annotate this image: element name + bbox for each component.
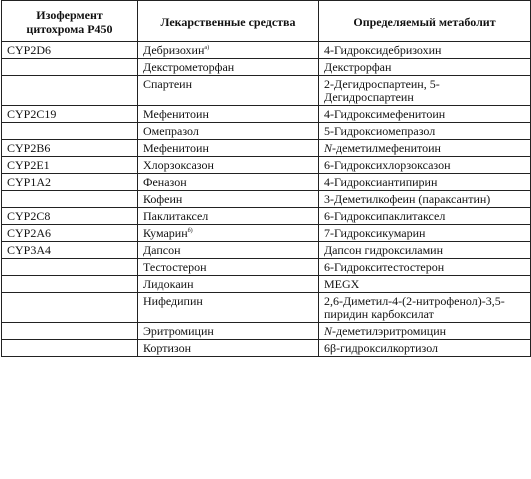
table-row — [2, 42, 531, 59]
table-row — [2, 140, 531, 157]
footnote-marker: б) — [187, 228, 193, 234]
metabolite-cell: Дапсон гидроксиламин — [319, 242, 531, 259]
header-row — [2, 1, 531, 42]
metabolite-cell: 4-Гидроксидебризохин — [319, 42, 531, 59]
metabolite-cell: 2-Дегидроспартеин, 5-Дегидроспартеин — [319, 76, 531, 106]
metabolite-cell: 3-Деметилкофеин (параксантин) — [319, 191, 531, 208]
isoenzyme-cell-empty — [2, 123, 138, 140]
metabolite-cell: 6-Гидрокситестостерон — [319, 259, 531, 276]
drug-cell: Нифедипин — [138, 293, 319, 323]
isoenzyme-cell: CYP3A4 — [2, 242, 138, 259]
metabolite-cell: MEGX — [319, 276, 531, 293]
drug-cell: Омепразол — [138, 123, 319, 140]
isoenzyme-cell-empty — [2, 276, 138, 293]
drug-cell — [138, 225, 319, 242]
drug-cell: Эритромицин — [138, 323, 319, 340]
metabolite-text: -деметилэритромицин — [332, 324, 447, 338]
metabolite-cell: 6β-гидроксилкортизол — [319, 340, 531, 357]
isoenzyme-cell-empty — [2, 191, 138, 208]
drug-cell: Декстрометорфан — [138, 59, 319, 76]
drug-cell: Мефенитоин — [138, 106, 319, 123]
drug-cell: Спартеин — [138, 76, 319, 106]
isoenzyme-cell: CYP2A6 — [2, 225, 138, 242]
cyp450-table — [1, 0, 531, 357]
table-row — [2, 340, 531, 357]
table-row — [2, 242, 531, 259]
drug-cell: Мефенитоин — [138, 140, 319, 157]
table-row — [2, 174, 531, 191]
metabolite-cell: 6-Гидроксипаклитаксел — [319, 208, 531, 225]
drug-cell: Паклитаксел — [138, 208, 319, 225]
drug-cell: Дапсон — [138, 242, 319, 259]
table-row — [2, 191, 531, 208]
drug-cell: Кофеин — [138, 191, 319, 208]
isoenzyme-cell-empty — [2, 340, 138, 357]
metabolite-cell: 5-Гидроксиомепразол — [319, 123, 531, 140]
drug-cell — [138, 42, 319, 59]
table-row — [2, 276, 531, 293]
table-row — [2, 259, 531, 276]
metabolite-cell — [319, 140, 531, 157]
metabolite-cell: 4-Гидроксиантипирин — [319, 174, 531, 191]
drug-cell: Феназон — [138, 174, 319, 191]
isoenzyme-cell: CYP2C8 — [2, 208, 138, 225]
metabolite-cell: 7-Гидроксикумарин — [319, 225, 531, 242]
italic-prefix: N — [324, 141, 333, 155]
isoenzyme-cell: CYP2D6 — [2, 42, 138, 59]
metabolite-cell — [319, 323, 531, 340]
table-row — [2, 76, 531, 106]
metabolite-cell: 4-Гидроксимефенитоин — [319, 106, 531, 123]
table-row — [2, 208, 531, 225]
header-drugs: Лекарственные средства — [138, 1, 319, 42]
table-row — [2, 323, 531, 340]
isoenzyme-cell-empty — [2, 323, 138, 340]
italic-prefix: N — [324, 324, 333, 338]
drug-cell: Кортизон — [138, 340, 319, 357]
table-row — [2, 157, 531, 174]
drug-cell: Хлорзоксазон — [138, 157, 319, 174]
table-row — [2, 225, 531, 242]
drug-name: Дебризохин — [143, 43, 205, 57]
table-row — [2, 106, 531, 123]
header-metabolite: Определяемый метаболит — [319, 1, 531, 42]
metabolite-cell: 6-Гидроксихлорзоксазон — [319, 157, 531, 174]
drug-name: Кумарин — [143, 226, 188, 240]
isoenzyme-cell: CYP2E1 — [2, 157, 138, 174]
metabolite-text: -деметилмефенитоин — [332, 141, 441, 155]
isoenzyme-cell-empty — [2, 293, 138, 323]
table-row — [2, 123, 531, 140]
table-row — [2, 59, 531, 76]
metabolite-cell: Декстрорфан — [319, 59, 531, 76]
table-row — [2, 293, 531, 323]
isoenzyme-cell-empty — [2, 259, 138, 276]
isoenzyme-cell: CYP2B6 — [2, 140, 138, 157]
isoenzyme-cell: CYP1A2 — [2, 174, 138, 191]
isoenzyme-cell-empty — [2, 59, 138, 76]
drug-cell: Тестостерон — [138, 259, 319, 276]
drug-cell: Лидокаин — [138, 276, 319, 293]
isoenzyme-cell: CYP2C19 — [2, 106, 138, 123]
isoenzyme-cell-empty — [2, 76, 138, 106]
metabolite-cell: 2,6-Диметил-4-(2-нитрофенол)-3,5-пиридин карбоксилат — [319, 293, 531, 323]
header-isoenzyme: Изофермент цитохрома Р450 — [2, 1, 138, 42]
footnote-marker: а) — [204, 45, 210, 51]
